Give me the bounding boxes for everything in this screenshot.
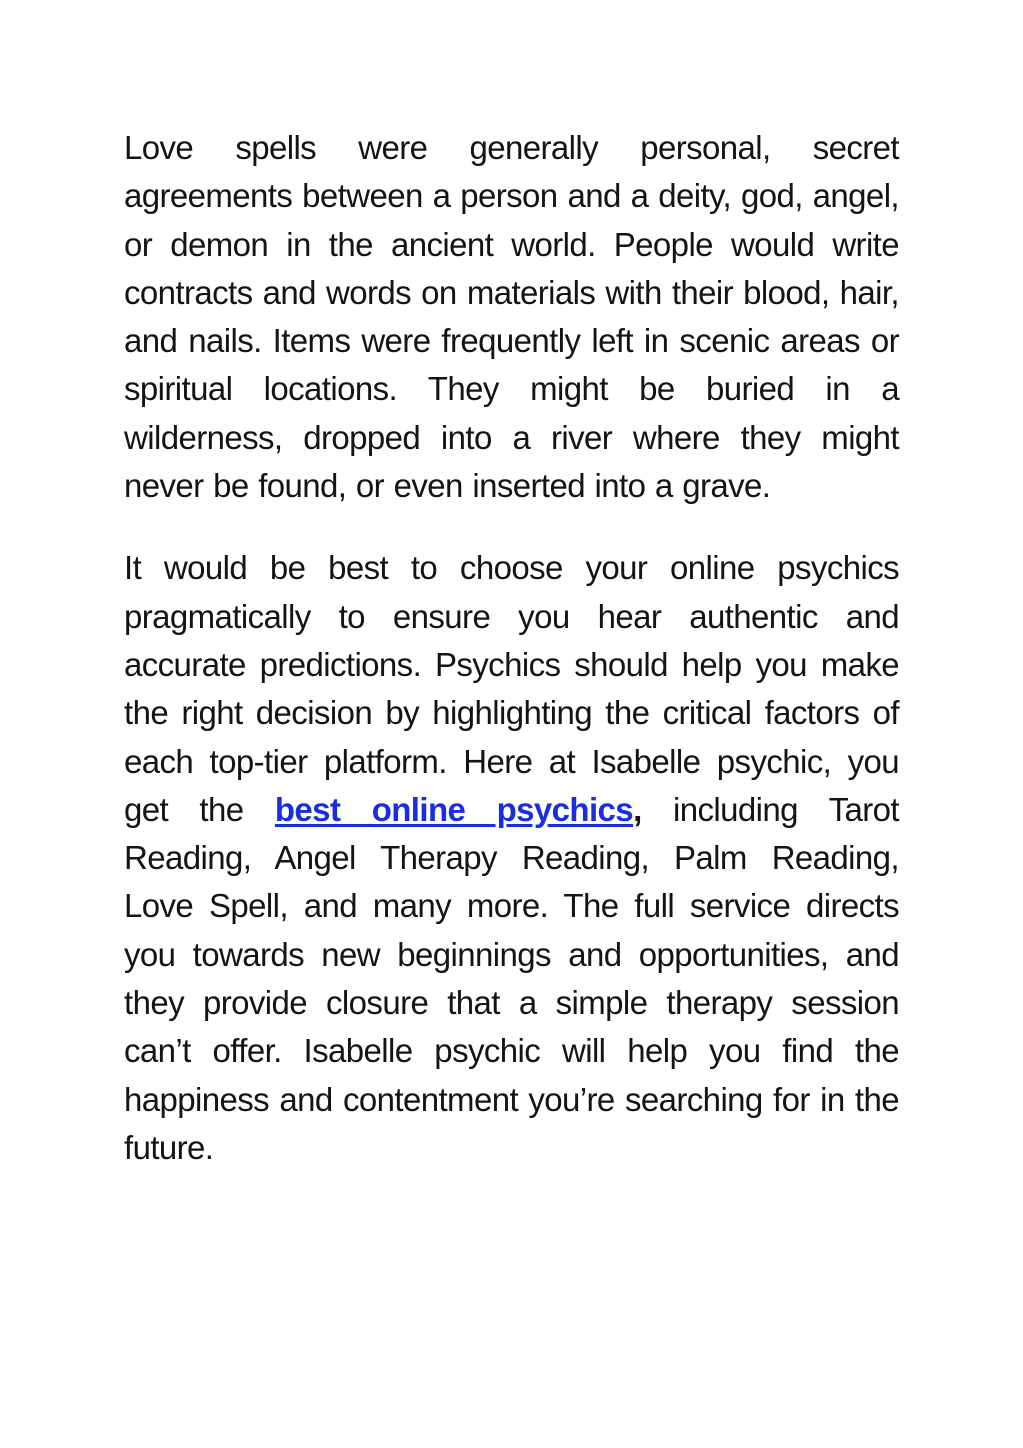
- best-online-psychics-link[interactable]: best online psychics: [274, 790, 634, 828]
- document-body: [124, 124, 899, 1172]
- paragraph-text-after-link: including Tarot Reading, Angel Therapy Reading, Palm Reading, Love Spell, and many more. The full service directs you towards new beginnings and opportunities, and they provide closure that a simple therapy session can’t offer. Isabelle psychic will help you find the happiness and contentment you’re searching for in the future.: [124, 790, 899, 1166]
- link-comma: ,: [633, 790, 642, 828]
- paragraph-text-before-link: It would be best to choose your online psychics pragmatically to ensure you hear authentic and accurate predictions. Psychics should help you make the right decision by highlighting the critical factors of each top-tier platform. Here at Isabelle psychic, you get the: [124, 549, 899, 828]
- paragraph-online-psychics: [124, 544, 899, 1172]
- paragraph-love-spells: Love spells were generally personal, secret agreements between a person and a deity, god, angel, or demon in the ancient world. People would write contracts and words on materials with their blood, hair, and nails. Items were frequently left in scenic areas or spiritual locations. They might be buried in a wilderness, dropped into a river where they might never be found, or even inserted into a grave.: [124, 129, 899, 505]
